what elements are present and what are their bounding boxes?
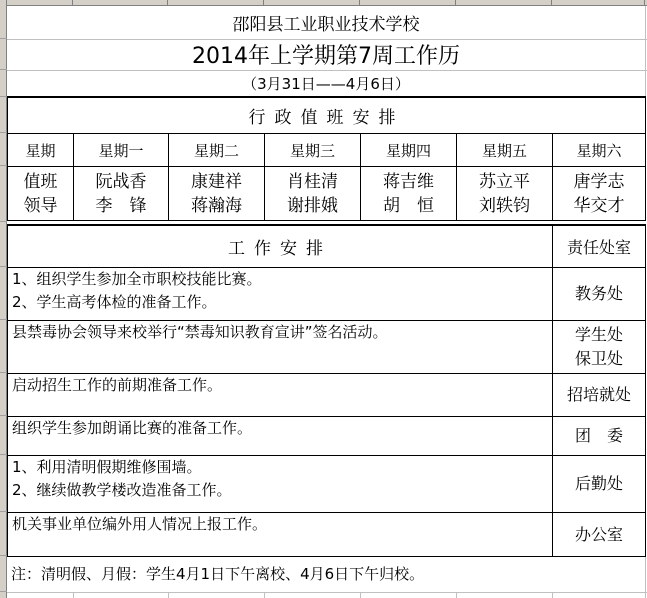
responsible-dept [552, 512, 646, 557]
task-line: 2、继续做教学楼改造准备工作。 [12, 481, 232, 499]
leader-name: 华交才 [573, 195, 625, 216]
dept-column-header: 责任处室 [552, 225, 646, 268]
task-item [7, 320, 553, 374]
leader-name: 肖桂清 [287, 171, 338, 192]
leader-name: 谢排娥 [287, 195, 338, 216]
day-header-wednesday: 星期三 [264, 133, 361, 167]
date-range: （3月31日——4月6日） [242, 75, 410, 93]
day-header-saturday: 星期六 [552, 133, 646, 167]
duty-leader-row-label [7, 166, 74, 221]
leader-name: 阮战香 [95, 171, 147, 192]
duty-leaders-wednesday [264, 166, 361, 221]
task-line: 机关事业单位编外用人情况上报工作。 [12, 515, 268, 533]
school-name: 邵阳县工业职业技术学校 [232, 15, 420, 35]
dept-name: 招培就处 [566, 385, 631, 404]
gridline [645, 6, 646, 97]
dept-name: 教务处 [574, 284, 623, 303]
row-header-strip [0, 0, 7, 598]
row-header[interactable] [0, 166, 7, 222]
dept-name: 保卫处 [574, 349, 623, 368]
leader-name: 康建祥 [191, 171, 242, 192]
row-header[interactable] [0, 0, 7, 39]
footnote [7, 556, 645, 592]
row-header[interactable] [0, 267, 7, 320]
row-header[interactable] [0, 222, 7, 267]
day-header-tuesday: 星期二 [168, 133, 265, 167]
row-label-line2: 领导 [23, 195, 58, 216]
day-header-friday: 星期五 [456, 133, 553, 167]
task-item [7, 455, 553, 513]
leader-name: 刘轶钧 [479, 195, 530, 216]
duty-leaders-tuesday [168, 166, 265, 221]
row-header[interactable] [0, 373, 7, 416]
responsible-dept [552, 373, 646, 417]
duty-leaders-friday [456, 166, 553, 221]
row-header[interactable] [0, 70, 7, 97]
responsible-dept [552, 455, 646, 513]
task-item [7, 416, 553, 456]
row-header[interactable] [0, 416, 7, 455]
task-item [7, 373, 553, 417]
row-header[interactable] [0, 97, 7, 133]
row-header[interactable] [0, 556, 7, 592]
leader-name: 蒋吉维 [383, 171, 434, 192]
row-header[interactable] [0, 512, 7, 556]
dept-name: 团 委 [574, 426, 623, 445]
task-item [7, 512, 553, 557]
leader-name: 苏立平 [479, 171, 530, 192]
task-item [7, 267, 553, 321]
row-header[interactable] [0, 455, 7, 512]
task-line: 启动招生工作的前期准备工作。 [12, 376, 223, 394]
responsible-dept [552, 267, 646, 321]
duty-leaders-monday [73, 166, 169, 221]
responsible-dept [552, 320, 646, 374]
row-header[interactable] [0, 133, 7, 166]
dept-name: 办公室 [574, 524, 623, 544]
responsible-dept [552, 416, 646, 456]
day-header-monday: 星期一 [73, 133, 169, 167]
leader-name: 李 锋 [95, 195, 147, 216]
task-line: 县禁毒协会领导来校举行“禁毒知识教育宣讲”签名活动。 [12, 323, 388, 341]
dept-name: 学生处 [574, 325, 623, 344]
document-title: 2014年上学期第7周工作历 [192, 44, 460, 69]
leader-name: 唐学志 [573, 171, 625, 192]
task-line: 1、利用清明假期维修围墙。 [12, 458, 202, 476]
task-line: 组织学生参加朗诵比赛的准备工作。 [12, 419, 253, 437]
row-header[interactable] [0, 320, 7, 373]
dept-name: 后勤处 [574, 474, 623, 493]
duty-leaders-thursday [360, 166, 457, 221]
task-line: 2、学生高考体检的准备工作。 [12, 293, 217, 311]
row-label-line1: 值班 [23, 171, 58, 192]
task-line: 1、组织学生参加全市职校技能比赛。 [12, 270, 262, 288]
weekday-header-label: 星期 [7, 133, 74, 167]
footnote-text: 注：清明假、月假：学生4月1日下午离校、4月6日下午归校。 [11, 564, 425, 583]
leader-name: 蒋瀚海 [191, 195, 242, 216]
work-section-title: 工作安排 [7, 225, 553, 268]
duty-leaders-saturday [552, 166, 646, 221]
day-header-thursday: 星期四 [360, 133, 457, 167]
duty-section-title: 行政值班安排 [7, 96, 646, 134]
gridline [7, 592, 647, 593]
leader-name: 胡 恒 [383, 195, 434, 216]
row-header[interactable] [0, 39, 7, 70]
